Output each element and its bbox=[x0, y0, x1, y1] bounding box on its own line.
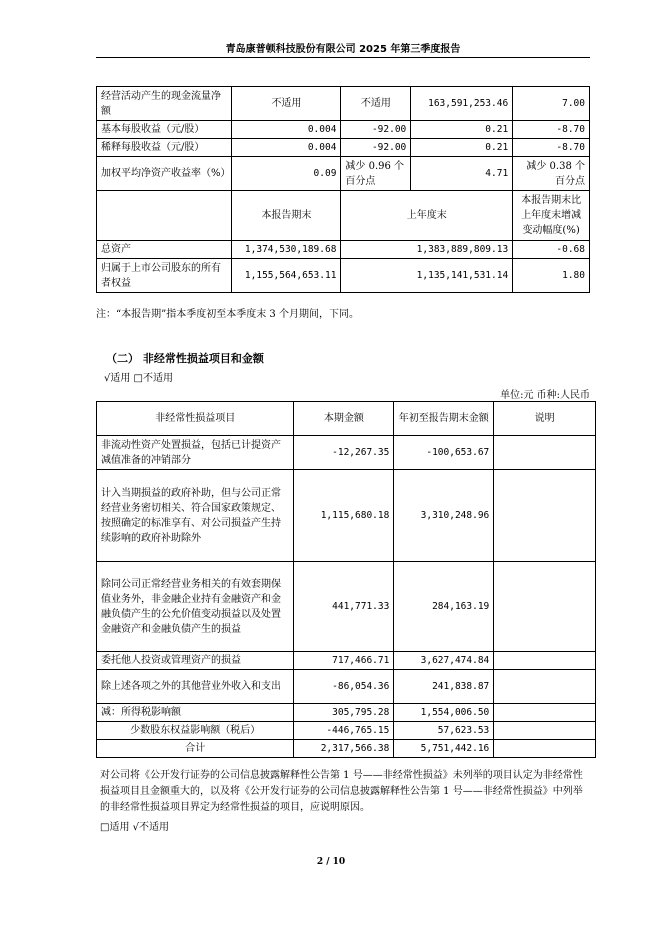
column-header: 本期金额 bbox=[294, 402, 394, 436]
table-row bbox=[97, 241, 590, 259]
cell bbox=[494, 670, 596, 704]
table-row bbox=[97, 139, 590, 157]
row-label: 总资产 bbox=[97, 241, 232, 259]
cell: -92.00 bbox=[341, 139, 411, 157]
cell: 0.09 bbox=[232, 157, 341, 191]
cell: 1,115,680.18 bbox=[294, 470, 394, 562]
table-row bbox=[97, 722, 596, 740]
table-row bbox=[97, 670, 596, 704]
cell bbox=[494, 470, 596, 562]
column-header: 非经常性损益项目 bbox=[97, 402, 294, 436]
column-header: 说明 bbox=[494, 402, 596, 436]
cell: 1,383,889,809.13 bbox=[341, 241, 513, 259]
cell: 1,155,564,653.11 bbox=[232, 259, 341, 293]
table-row bbox=[97, 652, 596, 670]
cell bbox=[494, 704, 596, 722]
cell: 305,795.28 bbox=[294, 704, 394, 722]
explanation-paragraph: 对公司将《公开发行证券的公司信息披露解释性公告第 1 号——非经常性损益》未列举的项目认定为非经常性损益项目且金额重大的，以及将《公开发行证券的公司信息披露解释性公告第 1 号——非经常性损益》中列举的非经常性损益项目界定为经常性损益的项目，应说明原因。 bbox=[100, 770, 583, 813]
cell: 2,317,566.38 bbox=[294, 740, 394, 758]
row-label: 基本每股收益（元/股） bbox=[97, 121, 232, 139]
column-header: 年初至报告期末金额 bbox=[394, 402, 494, 436]
item-label: 减：所得税影响额 bbox=[97, 704, 294, 722]
table-row bbox=[97, 704, 596, 722]
cell: -8.70 bbox=[513, 139, 590, 157]
cell: 4.71 bbox=[411, 157, 513, 191]
cell: 1,374,530,189.68 bbox=[232, 241, 341, 259]
cell: 1,135,141,531.14 bbox=[341, 259, 513, 293]
cell: -100,653.67 bbox=[394, 436, 494, 470]
cell bbox=[494, 740, 596, 758]
cell bbox=[494, 652, 596, 670]
cell: 不适用 bbox=[232, 87, 341, 121]
cell: -92.00 bbox=[341, 121, 411, 139]
item-label: 合计 bbox=[97, 740, 294, 758]
table-note: 注：“本报告期”指本季度初至本季度末 3 个月期间，下同。 bbox=[96, 309, 359, 320]
cell: 0.004 bbox=[232, 121, 341, 139]
cell: -446,765.15 bbox=[294, 722, 394, 740]
cell bbox=[494, 722, 596, 740]
item-label: 除同公司正常经营业务相关的有效套期保值业务外，非金融企业持有金融资产和金融负债产生的公允价值变动损益以及处置金融资产和金融负债产生的损益 bbox=[97, 562, 294, 652]
page-number: 2 / 10 bbox=[316, 857, 346, 867]
column-header: 本报告期末 bbox=[232, 191, 341, 241]
table-row bbox=[97, 121, 590, 139]
cell: -86,054.36 bbox=[294, 670, 394, 704]
cell: 163,591,253.46 bbox=[411, 87, 513, 121]
cell: 717,466.71 bbox=[294, 652, 394, 670]
table-row bbox=[97, 157, 590, 191]
cell: 0.004 bbox=[232, 139, 341, 157]
cell: 不适用 bbox=[341, 87, 411, 121]
applicable-checkbox-line-2: □适用 √不适用 bbox=[100, 822, 169, 833]
table-total-row bbox=[97, 740, 596, 758]
item-label: 计入当期损益的政府补助，但与公司正常经营业务密切相关、符合国家政策规定、按照确定的标准享有、对公司损益产生持续影响的政府补助除外 bbox=[97, 470, 294, 562]
cell: -0.68 bbox=[513, 241, 590, 259]
row-label: 稀释每股收益（元/股） bbox=[97, 139, 232, 157]
cell: 1.80 bbox=[513, 259, 590, 293]
table-header-row bbox=[97, 191, 590, 241]
cell: 3,627,474.84 bbox=[394, 652, 494, 670]
cell: 0.21 bbox=[411, 139, 513, 157]
cell bbox=[494, 562, 596, 652]
table-header-row bbox=[97, 402, 596, 436]
table-row bbox=[97, 259, 590, 293]
section-title: （二） 非经常性损益项目和金额 bbox=[106, 352, 264, 365]
cell: -12,267.35 bbox=[294, 436, 394, 470]
table-row bbox=[97, 87, 590, 121]
row-label: 加权平均净资产收益率（%） bbox=[97, 157, 232, 191]
cell: 7.00 bbox=[513, 87, 590, 121]
cell: 1,554,006.50 bbox=[394, 704, 494, 722]
table-row bbox=[97, 436, 596, 470]
cell: 减少 0.96 个百分点 bbox=[341, 157, 411, 191]
key-indicators-table bbox=[96, 86, 590, 293]
unit-currency-label: 单位:元 币种:人民币 bbox=[500, 390, 590, 401]
item-label: 委托他人投资或管理资产的损益 bbox=[97, 652, 294, 670]
cell: 减少 0.38 个百分点 bbox=[513, 157, 590, 191]
table-row bbox=[97, 562, 596, 652]
item-label: 非流动性资产处置损益，包括已计提资产减值准备的冲销部分 bbox=[97, 436, 294, 470]
cell: 5,751,442.16 bbox=[394, 740, 494, 758]
applicable-checkbox-line: √适用 □不适用 bbox=[104, 373, 173, 384]
table-row bbox=[97, 470, 596, 562]
item-label: 除上述各项之外的其他营业外收入和支出 bbox=[97, 670, 294, 704]
non-recurring-table bbox=[96, 401, 596, 758]
item-label: 少数股东权益影响额（税后） bbox=[97, 722, 294, 740]
page-header-title: 青岛康普顿科技股份有限公司 2025 年第三季度报告 bbox=[225, 44, 461, 55]
cell: -8.70 bbox=[513, 121, 590, 139]
cell: 0.21 bbox=[411, 121, 513, 139]
column-header: 本报告期末比上年度末增减变动幅度(%) bbox=[513, 191, 590, 241]
column-header: 上年度末 bbox=[341, 191, 513, 241]
row-label: 归属于上市公司股东的所有者权益 bbox=[97, 259, 232, 293]
cell bbox=[494, 436, 596, 470]
cell: 3,310,248.96 bbox=[394, 470, 494, 562]
header-divider bbox=[96, 57, 590, 58]
cell: 57,623.53 bbox=[394, 722, 494, 740]
empty-header-cell bbox=[97, 191, 232, 241]
cell: 441,771.33 bbox=[294, 562, 394, 652]
row-label: 经营活动产生的现金流量净额 bbox=[97, 87, 232, 121]
cell: 284,163.19 bbox=[394, 562, 494, 652]
cell: 241,838.87 bbox=[394, 670, 494, 704]
